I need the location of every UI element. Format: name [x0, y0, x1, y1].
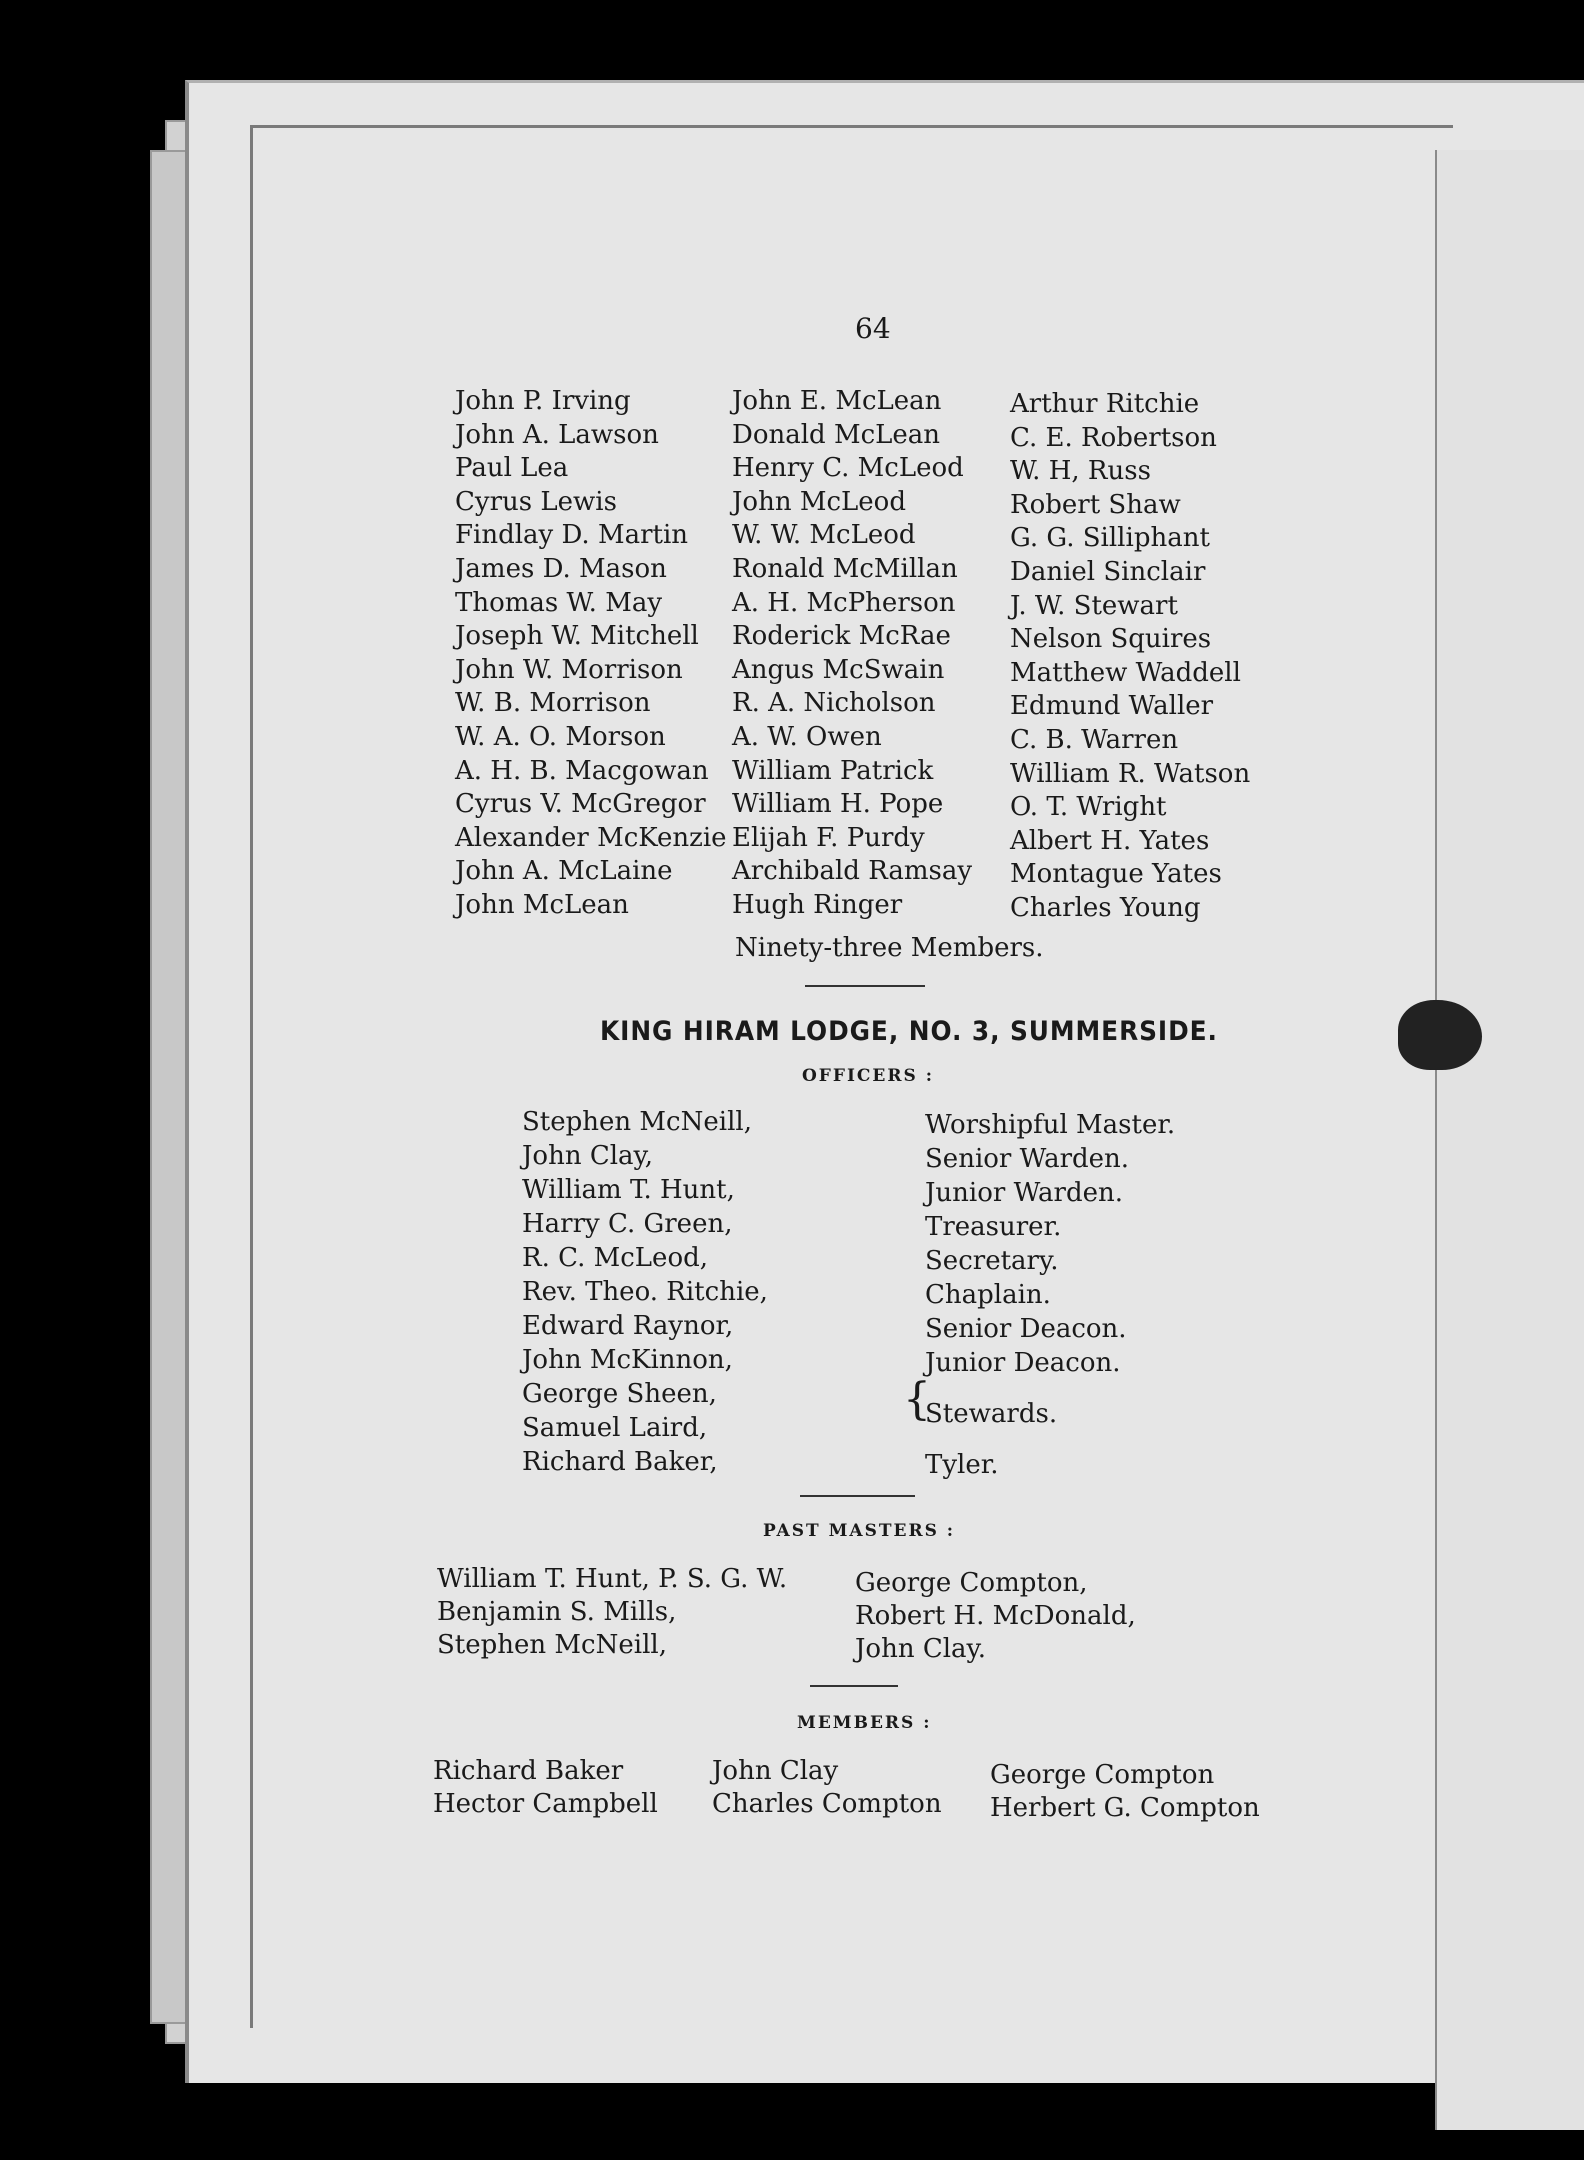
list-item: A. W. Owen — [732, 721, 882, 752]
list-item: John P. Irving — [455, 386, 631, 416]
list-item: Archibald Ramsay — [732, 856, 973, 887]
list-item: W. W. McLeod — [732, 520, 916, 551]
list-item: Cyrus V. McGregor — [455, 789, 706, 820]
officer-name: George Sheen, — [522, 1379, 717, 1409]
list-item: Edmund Waller — [1010, 691, 1214, 722]
list-item: Hugh Ringer — [732, 889, 903, 920]
list-item: William H. Pope — [732, 789, 944, 820]
list-item: Ronald McMillan — [732, 553, 958, 584]
officer-name: William T. Hunt, — [522, 1175, 735, 1205]
list-item: John Clay — [712, 1756, 839, 1786]
list-item: C. B. Warren — [1010, 724, 1179, 755]
list-item: Robert H. McDonald, — [855, 1601, 1136, 1631]
ink-blot — [1398, 1000, 1482, 1070]
members-heading: MEMBERS : — [797, 1713, 932, 1733]
past-masters-heading: PAST MASTERS : — [763, 1521, 956, 1541]
section-divider — [800, 1495, 915, 1497]
list-item: Findlay D. Martin — [455, 520, 689, 551]
officer-role: Junior Deacon. — [925, 1348, 1121, 1378]
officers-heading: OFFICERS : — [802, 1066, 934, 1086]
officer-name: Harry C. Green, — [522, 1209, 733, 1239]
list-item: Charles Young — [1010, 892, 1201, 923]
list-item: W. A. O. Morson — [455, 721, 666, 752]
brace-icon: { — [903, 1374, 931, 1425]
list-item: John W. Morrison — [455, 654, 683, 685]
officer-name: John McKinnon, — [522, 1345, 733, 1375]
list-item: W. H, Russ — [1010, 456, 1151, 487]
member-column-3 — [1010, 388, 1250, 926]
list-item: Matthew Waddell — [1010, 657, 1241, 688]
list-item: William R. Watson — [1010, 758, 1251, 789]
list-item: Donald McLean — [732, 419, 941, 450]
list-item: R. A. Nicholson — [732, 688, 936, 719]
list-item: Montague Yates — [1010, 859, 1222, 890]
list-item: Roderick McRae — [732, 621, 951, 652]
list-item: John Clay. — [855, 1634, 987, 1664]
member-column-2 — [732, 385, 972, 923]
officer-name: Edward Raynor, — [522, 1311, 734, 1341]
officer-name: John Clay, — [522, 1141, 654, 1171]
list-item: Nelson Squires — [1010, 624, 1212, 655]
officer-name: Stephen McNeill, — [522, 1107, 752, 1137]
list-item: James D. Mason — [455, 553, 667, 584]
list-item: Albert H. Yates — [1010, 825, 1210, 856]
list-item: Benjamin S. Mills, — [437, 1597, 677, 1627]
list-item: Thomas W. May — [455, 587, 663, 618]
list-item: Stephen McNeill, — [437, 1630, 667, 1660]
list-item: William T. Hunt, P. S. G. W. — [437, 1564, 788, 1594]
officer-roles — [925, 1108, 1175, 1482]
list-item: Angus McSwain — [732, 654, 945, 685]
officer-role: Secretary. — [925, 1246, 1059, 1276]
past-masters-right — [855, 1567, 1136, 1666]
officer-role: Senior Warden. — [925, 1144, 1130, 1174]
list-item: Alexander McKenzie — [455, 822, 727, 853]
list-item: George Compton — [990, 1760, 1215, 1790]
list-item: Elijah F. Purdy — [732, 822, 925, 853]
list-item: Herbert G. Compton — [990, 1793, 1260, 1823]
officer-name: Rev. Theo. Ritchie, — [522, 1277, 768, 1307]
members-column-2 — [712, 1755, 942, 1821]
officer-role: Tyler. — [925, 1450, 999, 1480]
list-item: Henry C. McLeod — [732, 453, 964, 484]
facing-page-edge — [1435, 150, 1584, 2130]
officer-role: Senior Deacon. — [925, 1314, 1127, 1344]
list-item: Hector Campbell — [433, 1789, 658, 1819]
section-divider — [810, 1685, 898, 1687]
list-item: John A. McLaine — [455, 856, 673, 887]
list-item: John E. McLean — [732, 386, 942, 416]
list-item: George Compton, — [855, 1568, 1088, 1598]
members-column-1 — [433, 1755, 658, 1821]
officer-role: Treasurer. — [925, 1212, 1062, 1242]
list-item: William Patrick — [732, 755, 934, 786]
lodge-title: KING HIRAM LODGE, NO. 3, SUMMERSIDE. — [600, 1016, 1218, 1047]
past-masters-left — [437, 1563, 787, 1662]
list-item: A. H. McPherson — [732, 587, 956, 618]
list-item: C. E. Robertson — [1010, 422, 1217, 453]
list-item: Robert Shaw — [1010, 489, 1181, 520]
list-item: A. H. B. Macgowan — [455, 755, 709, 786]
member-column-1 — [455, 385, 727, 923]
officer-role: Worshipful Master. — [925, 1110, 1176, 1140]
officer-role: Stewards. — [925, 1399, 1058, 1429]
member-total: Ninety-three Members. — [735, 933, 1044, 963]
section-divider — [805, 985, 925, 987]
list-item: Paul Lea — [455, 453, 569, 484]
members-column-3 — [990, 1759, 1260, 1825]
list-item: John McLean — [455, 889, 629, 920]
officer-names — [522, 1105, 768, 1479]
list-item: Cyrus Lewis — [455, 486, 617, 517]
list-item: Arthur Ritchie — [1010, 389, 1200, 419]
page-number: 64 — [855, 312, 891, 345]
list-item: O. T. Wright — [1010, 792, 1167, 823]
list-item: John McLeod — [732, 486, 906, 517]
list-item: Daniel Sinclair — [1010, 556, 1206, 587]
list-item: J. W. Stewart — [1010, 590, 1178, 621]
officer-role: Junior Warden. — [925, 1178, 1124, 1208]
officer-role: Chaplain. — [925, 1280, 1051, 1310]
list-item: Charles Compton — [712, 1789, 942, 1819]
list-item: Richard Baker — [433, 1756, 624, 1786]
list-item: W. B. Morrison — [455, 688, 651, 719]
list-item: John A. Lawson — [455, 419, 659, 450]
officer-name: Samuel Laird, — [522, 1413, 708, 1443]
list-item: G. G. Silliphant — [1010, 523, 1210, 554]
officer-name: Richard Baker, — [522, 1447, 718, 1477]
officer-name: R. C. McLeod, — [522, 1243, 708, 1273]
list-item: Joseph W. Mitchell — [455, 621, 699, 652]
